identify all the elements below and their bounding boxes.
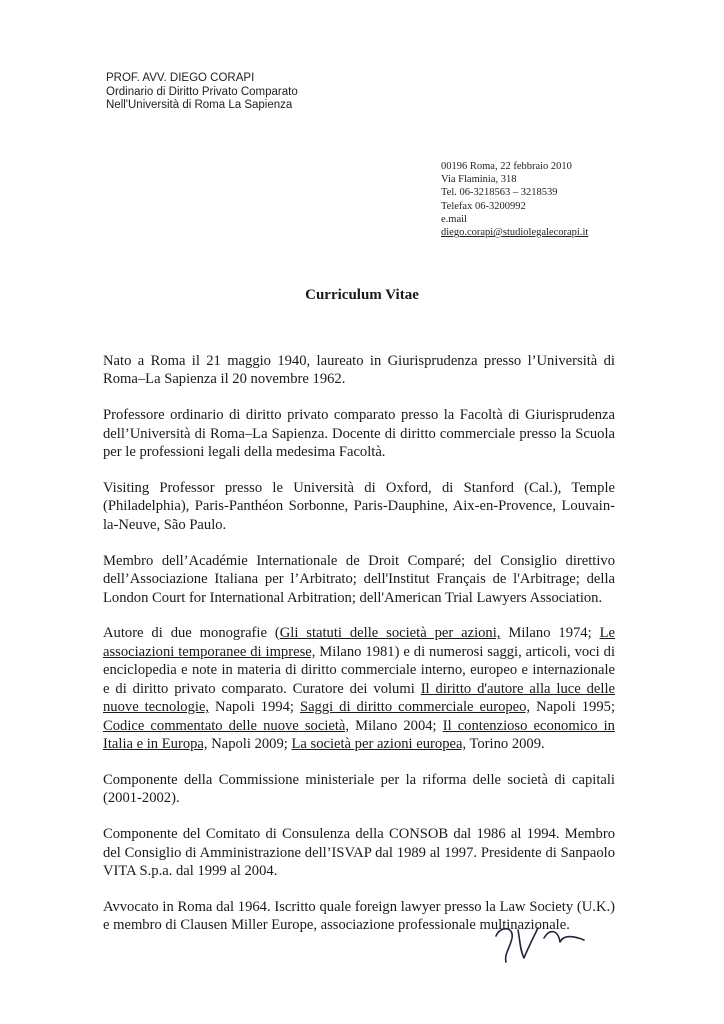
email-link[interactable]: diego.corapi@studiolegalecorapi.it xyxy=(441,227,589,239)
pub-title: Il diritto d'autore alla luce delle nuove tecnologie, xyxy=(103,680,616,716)
paragraph-visiting: Visiting Professor presso le Università di Oxford, di Stanford (Cal.), Temple (Philadelphia), Paris-Panthéon Sorbonne, Paris-Dauphine, Aix-en-Provence, Louvain-la-Neuve, São Paulo. xyxy=(103,480,615,533)
paragraph-memberships: Membro dell’Académie Internationale de Droit Comparé; del Consiglio direttivo dell’Associazione Italiana per l’Arbitrato; dell'Institut Français de l'Arbitrage; della London Court for International Arbitration; dell'American Trial Lawyers Association. xyxy=(103,552,615,606)
pub-text: Autore di due monografie ( xyxy=(103,625,280,642)
pub-text: Napoli 2009; xyxy=(207,735,292,752)
pub-text: Torino 2009. xyxy=(466,735,545,752)
address-block xyxy=(441,160,588,239)
pub-title: Il contenzioso economico in Italia e in Europa, xyxy=(103,717,615,752)
tel-line: Tel. 06-3218563 – 3218539 xyxy=(441,187,558,199)
pub-text: Milano 1974; xyxy=(500,625,600,642)
pub-text: Napoli 1995; xyxy=(530,699,616,716)
pub-text: Milano 1981) e di numerosi saggi, articoli, voci di enciclopedia e note in materia di diritto commerciale interno, europeo e internazionale e di diritto privato comparato. Curatore dei volumi xyxy=(103,643,615,697)
pub-title: Le associazioni temporanee di imprese, xyxy=(103,625,615,660)
paragraph-birth: Nato a Roma il 21 maggio 1940, laureato in Giurisprudenza presso l’Università di Roma–La Sapienza il 20 novembre 1962. xyxy=(103,353,615,388)
document-body xyxy=(103,352,615,952)
author-name: PROF. AVV. DIEGO CORAPI xyxy=(106,72,255,84)
paragraph-publications xyxy=(103,624,615,753)
pub-title: La società per azioni europea, xyxy=(291,735,467,752)
paragraph-professorship: Professore ordinario di diritto privato comparato presso la Facoltà di Giurisprudenza dell’Università di Roma–La Sapienza. Docente di diritto commerciale presso la Scuola per le professioni legali della medesima Facoltà. xyxy=(103,407,615,461)
pub-text: Milano 2004; xyxy=(349,717,443,734)
paragraph-consob: Componente del Comitato di Consulenza della CONSOB dal 1986 al 1994. Membro del Consiglio di Amministrazione dell’ISVAP dal 1989 al 1997. Presidente di Sanpaolo VITA S.p.a. dal 1999 al 2004. xyxy=(103,826,615,879)
pub-title: Saggi di diritto commerciale europeo, xyxy=(299,699,531,716)
pub-title: Gli statuti delle società per azioni, xyxy=(279,625,501,642)
author-university: Nell'Università di Roma La Sapienza xyxy=(106,99,293,111)
author-role: Ordinario di Diritto Privato Comparato xyxy=(106,85,298,98)
signature xyxy=(490,918,590,968)
email-label: e.mail xyxy=(441,213,467,225)
pub-title: Codice commentato delle nuove società, xyxy=(103,717,350,734)
paragraph-lawyer: Avvocato in Roma dal 1964. Iscritto quale foreign lawyer presso la Law Society (U.K.) e membro di Clausen Miller Europe, associazione professionale multinazionale. xyxy=(103,898,615,934)
street-line: Via Flaminia, 318 xyxy=(441,174,517,186)
document-title: Curriculum Vitae xyxy=(305,287,419,303)
pub-text: Napoli 1994; xyxy=(209,699,300,716)
date-line: 00196 Roma, 22 febbraio 2010 xyxy=(441,161,572,172)
fax-line: Telefax 06-3200992 xyxy=(441,200,526,212)
letterhead xyxy=(106,72,298,113)
paragraph-commission: Componente della Commissione ministeriale per la riforma delle società di capitali (2001-2002). xyxy=(103,771,615,807)
